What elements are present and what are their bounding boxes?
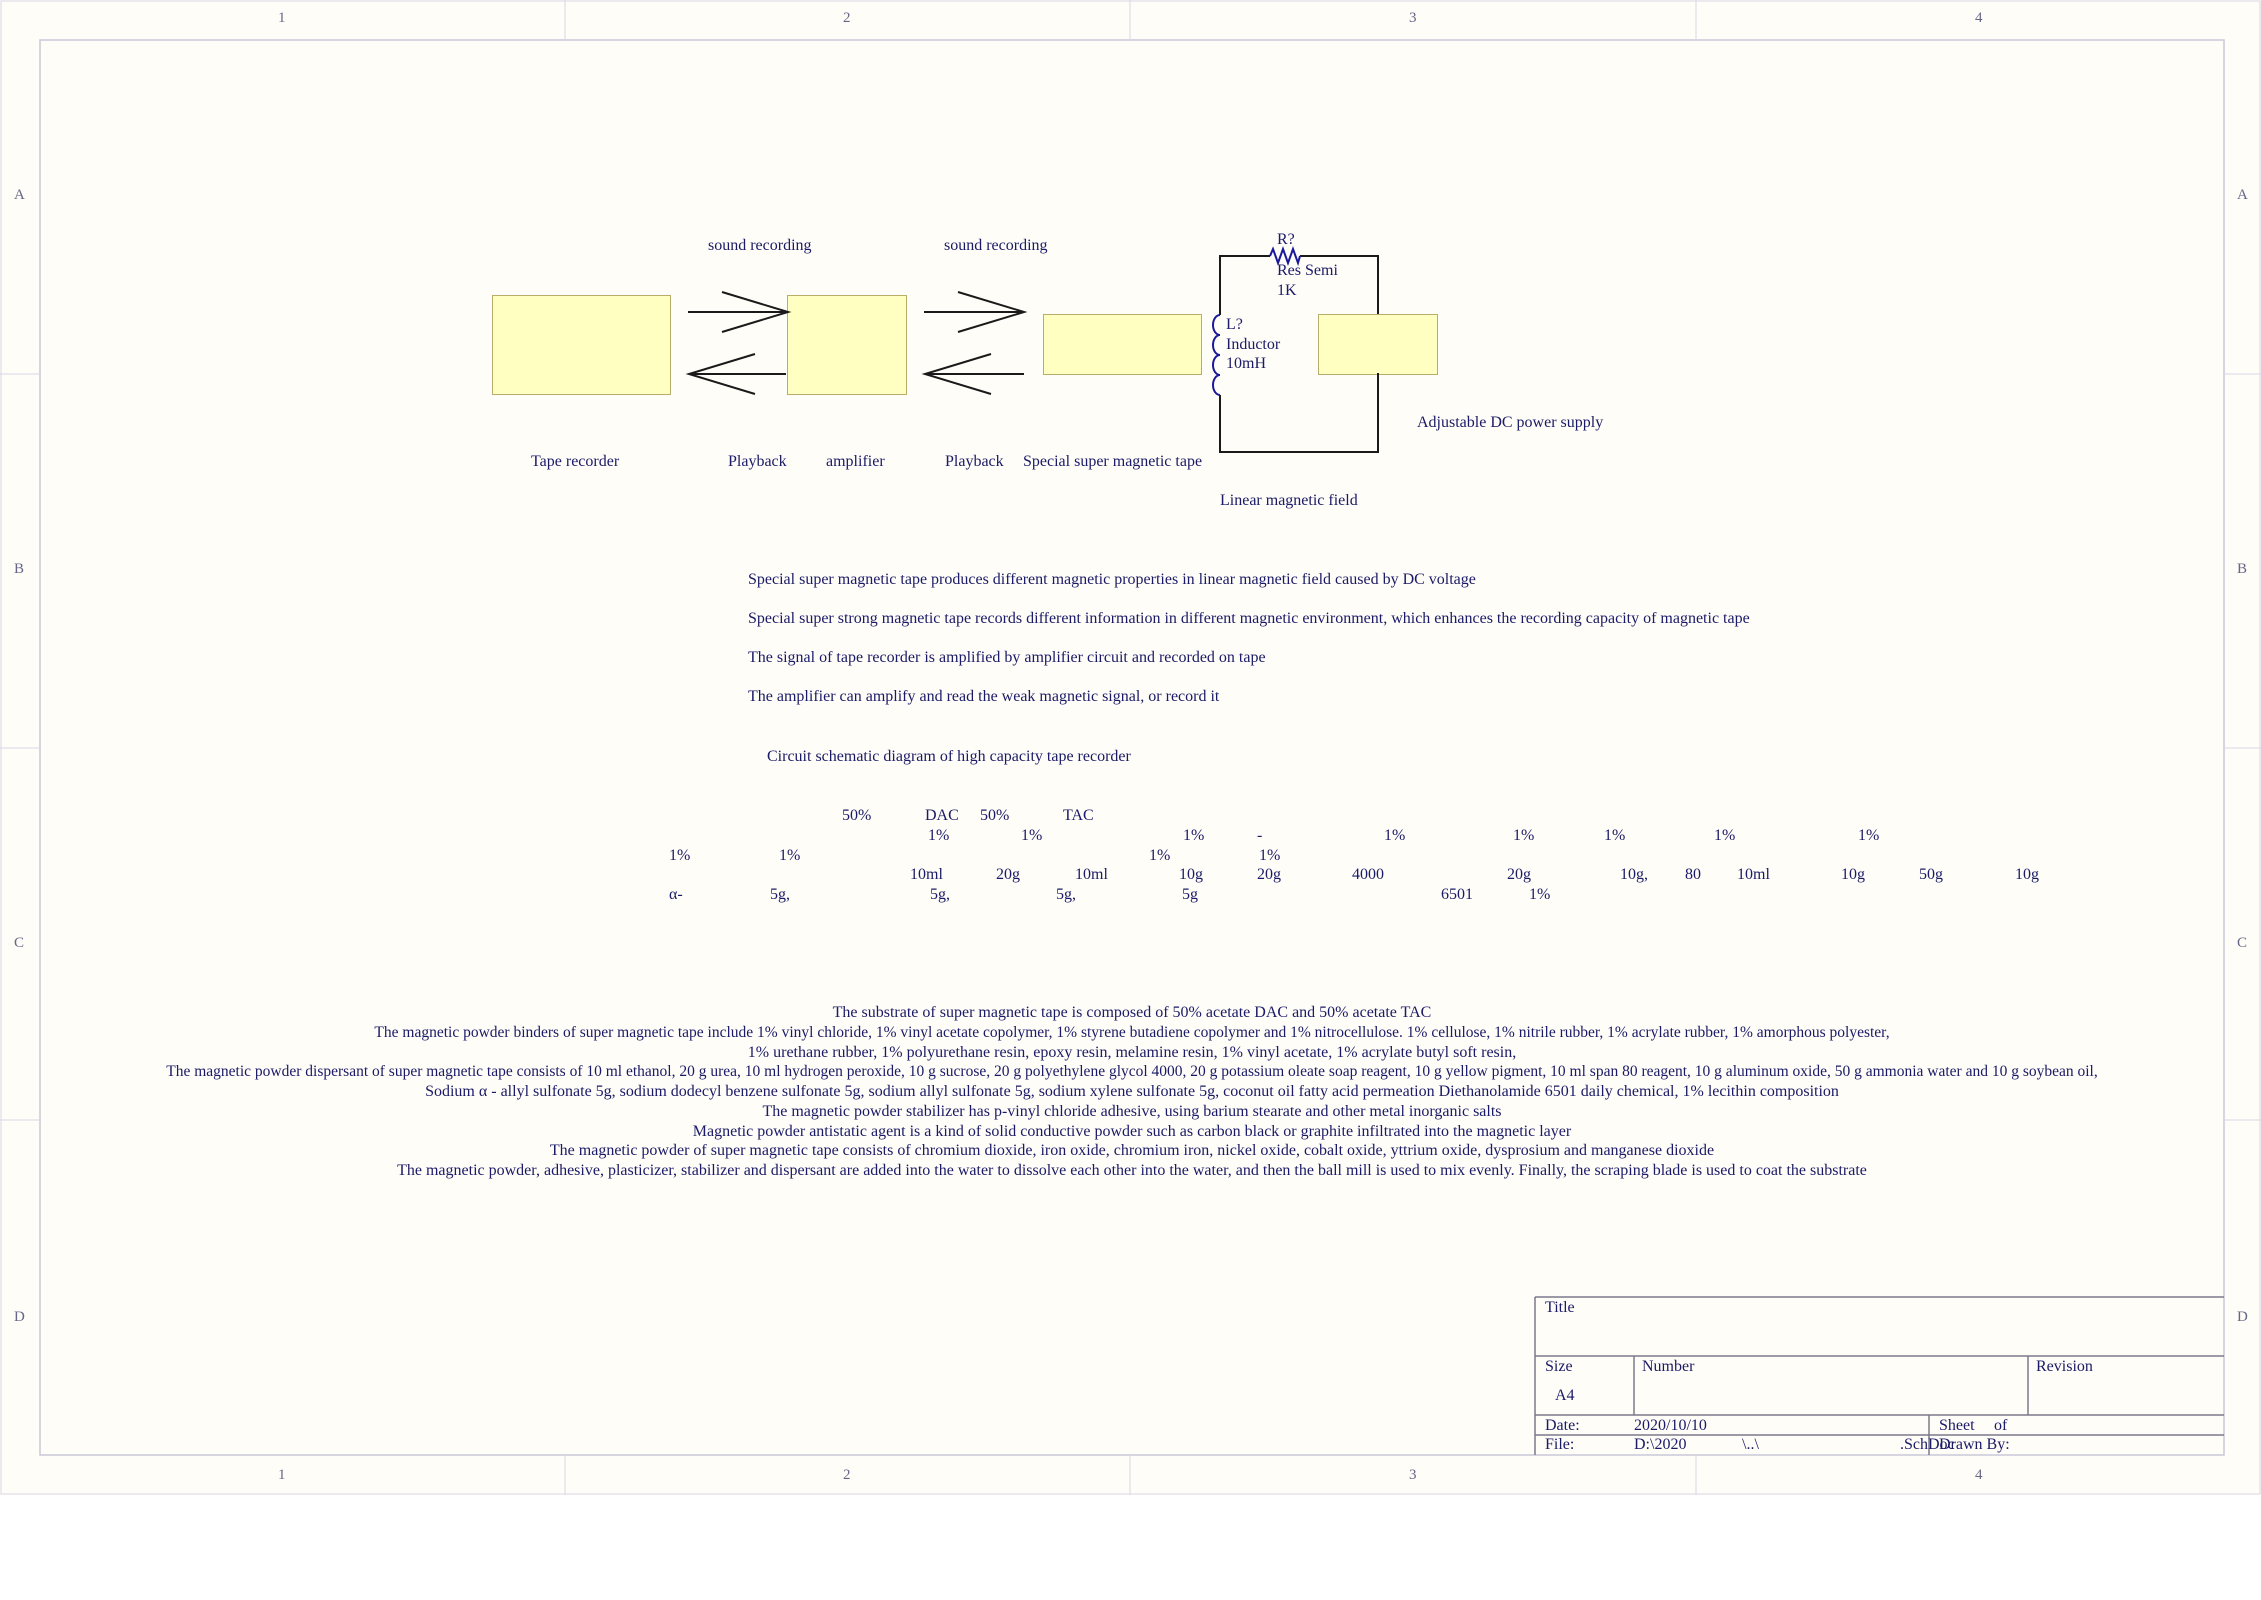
resistor-value: 1K: [1277, 282, 1297, 299]
fragment: 20g: [1507, 866, 1531, 883]
description-line-3: 1% urethane rubber, 1% polyurethane resin, epoxy resin, melamine resin, 1% vinyl acetate, 1% acrylate butyl soft resin,: [747, 1044, 1517, 1061]
fragment: 1%: [1183, 827, 1205, 844]
file-path-mid: \..\: [1742, 1436, 1759, 1453]
fragment: 6501: [1441, 886, 1473, 903]
fragment: 1%: [1858, 827, 1880, 844]
fragment: 5g: [1182, 886, 1198, 903]
fragment: 10g,: [1620, 866, 1648, 883]
fragment: 5g,: [770, 886, 790, 903]
description-line-8: The magnetic powder of super magnetic tape consists of chromium dioxide, iron oxide, chromium iron, nickel oxide, cobalt oxide, yttrium oxide, dysprosium and manganese dioxide: [549, 1142, 1715, 1159]
description-line-6: The magnetic powder stabilizer has p-vinyl chloride adhesive, using barium stearate and other metal inorganic salts: [762, 1103, 1502, 1120]
date-label: Date:: [1545, 1417, 1580, 1434]
description-line-9: The magnetic powder, adhesive, plasticizer, stabilizer and dispersant are added into the water to dissolve each other into the water, and then the ball mill is used to mix evenly. Finally, the scraping blade is used to coat the substrate: [397, 1162, 1867, 1179]
fragment: 10g: [2015, 866, 2039, 883]
inductor-value: 10mH: [1226, 355, 1266, 372]
fragment: 5g,: [1056, 886, 1076, 903]
fragment: 1%: [1714, 827, 1736, 844]
fragment: 1%: [1604, 827, 1626, 844]
fragment: 50%: [980, 807, 1010, 824]
zone-right-a: A: [2237, 187, 2248, 203]
fragment: 1%: [1021, 827, 1043, 844]
zone-left-c: C: [14, 935, 25, 951]
fragment: 10ml: [1737, 866, 1770, 883]
label-linear-field: Linear magnetic field: [1220, 492, 1358, 509]
fragment: 1%: [669, 847, 691, 864]
inductor-designator: L?: [1226, 316, 1243, 333]
date-value: 2020/10/10: [1634, 1417, 1707, 1434]
fragment: 10g: [1179, 866, 1203, 883]
size-label: Size: [1545, 1358, 1573, 1375]
fragment: 50g: [1919, 866, 1943, 883]
zone-right-c: C: [2237, 935, 2248, 951]
zone-right-b: B: [2237, 561, 2248, 577]
zone-bottom-4: 4: [1975, 1467, 1983, 1483]
number-label: Number: [1642, 1358, 1695, 1375]
title-label: Title: [1545, 1299, 1575, 1316]
zone-right-d: D: [2237, 1309, 2248, 1325]
fragment: 10g: [1841, 866, 1865, 883]
diagram-caption: Circuit schematic diagram of high capacity tape recorder: [767, 748, 1131, 765]
fragment: α-: [669, 886, 683, 903]
fragment: 80: [1685, 866, 1701, 883]
resistor-designator: R?: [1277, 231, 1295, 248]
label-sound-recording-2: sound recording: [944, 237, 1048, 254]
zone-top-1: 1: [278, 10, 286, 26]
fragment: 1%: [779, 847, 801, 864]
fragment: 1%: [1149, 847, 1171, 864]
fragment: 1%: [928, 827, 950, 844]
fragment: 1%: [1259, 847, 1281, 864]
zone-bottom-2: 2: [843, 1467, 851, 1483]
sheet-label: Sheet: [1939, 1417, 1975, 1434]
file-extension: .SchDoc: [1900, 1436, 1955, 1453]
label-playback-2: Playback: [945, 453, 1004, 470]
label-tape-recorder: Tape recorder: [531, 453, 620, 470]
zone-top-4: 4: [1975, 10, 1983, 26]
file-value: D:\2020: [1634, 1436, 1687, 1453]
note-line-4: The amplifier can amplify and read the weak magnetic signal, or record it: [748, 688, 1220, 705]
fragment: -: [1257, 827, 1263, 844]
note-line-2: Special super strong magnetic tape records different information in different magnetic environment, which enhances the recording capacity of magnetic tape: [748, 610, 1750, 627]
fragment: 1%: [1513, 827, 1535, 844]
description-line-1: The substrate of super magnetic tape is composed of 50% acetate DAC and 50% acetate TAC: [832, 1004, 1432, 1021]
label-power-supply: Adjustable DC power supply: [1417, 414, 1604, 431]
label-playback-1: Playback: [728, 453, 787, 470]
inductor-name: Inductor: [1226, 336, 1281, 353]
fragment: 10ml: [1075, 866, 1108, 883]
fragment: 10ml: [910, 866, 943, 883]
revision-label: Revision: [2036, 1358, 2093, 1375]
fragment: 20g: [996, 866, 1020, 883]
size-value: A4: [1555, 1387, 1575, 1404]
note-line-3: The signal of tape recorder is amplified by amplifier circuit and recorded on tape: [748, 649, 1266, 666]
zone-bottom-3: 3: [1409, 1467, 1417, 1483]
note-line-1: Special super magnetic tape produces different magnetic properties in linear magnetic field caused by DC voltage: [748, 571, 1476, 588]
file-label: File:: [1545, 1436, 1575, 1453]
zone-left-a: A: [14, 187, 25, 203]
fragment: 1%: [1529, 886, 1551, 903]
of-label: of: [1994, 1417, 2008, 1434]
description-line-2: The magnetic powder binders of super magnetic tape include 1% vinyl chloride, 1% vinyl acetate copolymer, 1% styrene butadiene copolymer and 1% nitrocellulose. 1% cellulose, 1% nitrile rubber, 1% acrylate rubber, 1% amorphous polyester,: [374, 1024, 1890, 1041]
drawn-by-label: Drawn By:: [1939, 1436, 2010, 1453]
description-line-4: The magnetic powder dispersant of super magnetic tape consists of 10 ml ethanol, 20 g urea, 10 ml hydrogen peroxide, 10 g sucrose, 20 g polyethylene glycol 4000, 20 g potassium oleate soap reagent, 10 g yellow pigment, 10 ml span 80 reagent, 10 g aluminum oxide, 50 g ammonia water and 10 g soybean oil,: [166, 1063, 2098, 1080]
resistor-name: Res Semi: [1277, 262, 1338, 279]
label-amplifier: amplifier: [826, 453, 885, 470]
description-line-5: Sodium α - allyl sulfonate 5g, sodium dodecyl benzene sulfonate 5g, sodium allyl sulfonate 5g, sodium xylene sulfonate 5g, coconut oil fatty acid permeation Diethanolamide 6501 daily chemical, 1% lecithin composition: [425, 1083, 1839, 1100]
fragment: 4000: [1352, 866, 1384, 883]
fragment: 20g: [1257, 866, 1281, 883]
label-sound-recording-1: sound recording: [708, 237, 812, 254]
zone-bottom-1: 1: [278, 1467, 286, 1483]
zone-top-3: 3: [1409, 10, 1417, 26]
zone-left-b: B: [14, 561, 25, 577]
fragment: 5g,: [930, 886, 950, 903]
zone-top-2: 2: [843, 10, 851, 26]
description-line-7: Magnetic powder antistatic agent is a kind of solid conductive powder such as carbon black or graphite infiltrated into the magnetic layer: [692, 1123, 1572, 1140]
fragment: DAC: [925, 807, 959, 824]
fragment: 50%: [842, 807, 872, 824]
label-special-tape: Special super magnetic tape: [1023, 453, 1203, 470]
fragment: TAC: [1063, 807, 1094, 824]
fragment: 1%: [1384, 827, 1406, 844]
zone-left-d: D: [14, 1309, 25, 1325]
